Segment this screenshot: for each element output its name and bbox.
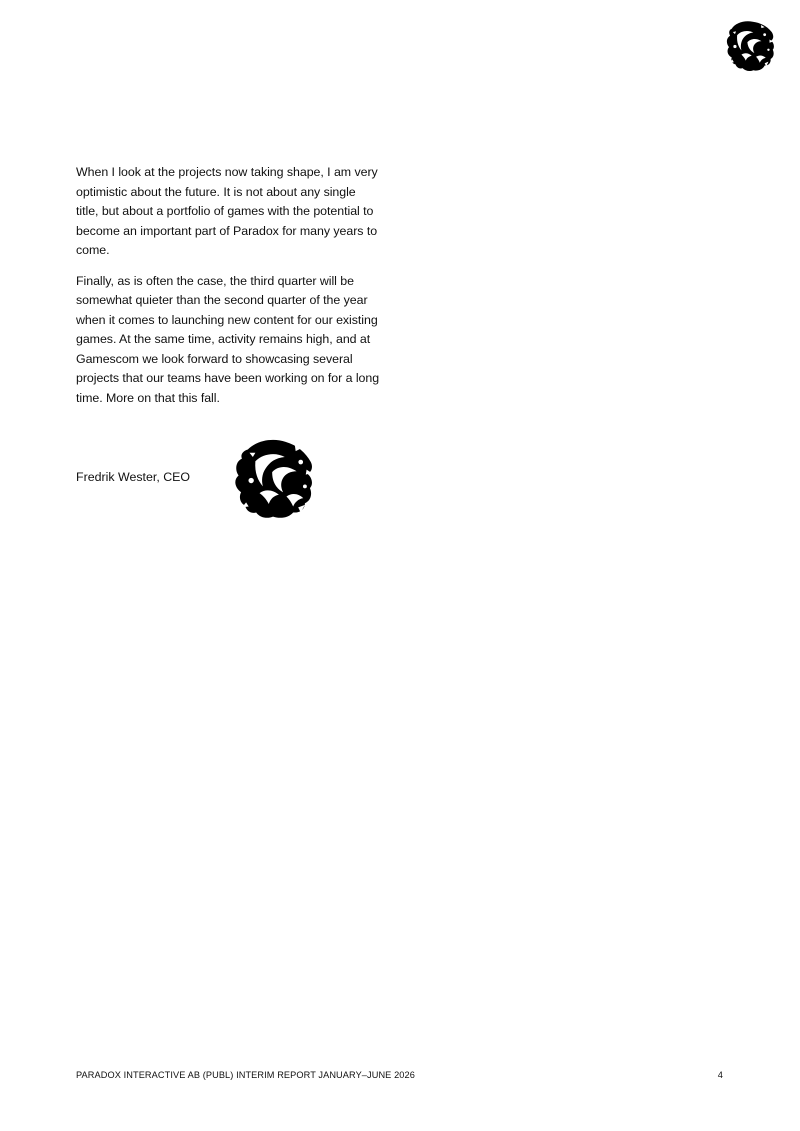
signature-name: Fredrik Wester, CEO [76,470,191,484]
paragraph-third-quarter: Finally, as is often the case, the third quarter will be somewhat quieter than the second quarter of the year when it comes to launching new content for our existing games. At the same time, activity remains high, and at Gamescom we look forward to showcasing several projects that our teams have been working on for a long time. More on that this fall. [76,273,380,405]
paradox-dragon-logo-icon [722,18,776,74]
page-number: 4 [717,1070,723,1080]
paradox-dragon-logo-icon [227,436,319,520]
ceo-letter-body [76,163,380,419]
paragraph-outlook: When I look at the projects now taking shape, I am very optimistic about the future. It is not about any single title, but about a portfolio of games with the potential to become an important part of Paradox for many years to come. [76,165,378,257]
report-title: PARADOX INTERACTIVE AB (PUBL) INTERIM REPORT JANUARY–JUNE 2026 [76,1070,415,1080]
